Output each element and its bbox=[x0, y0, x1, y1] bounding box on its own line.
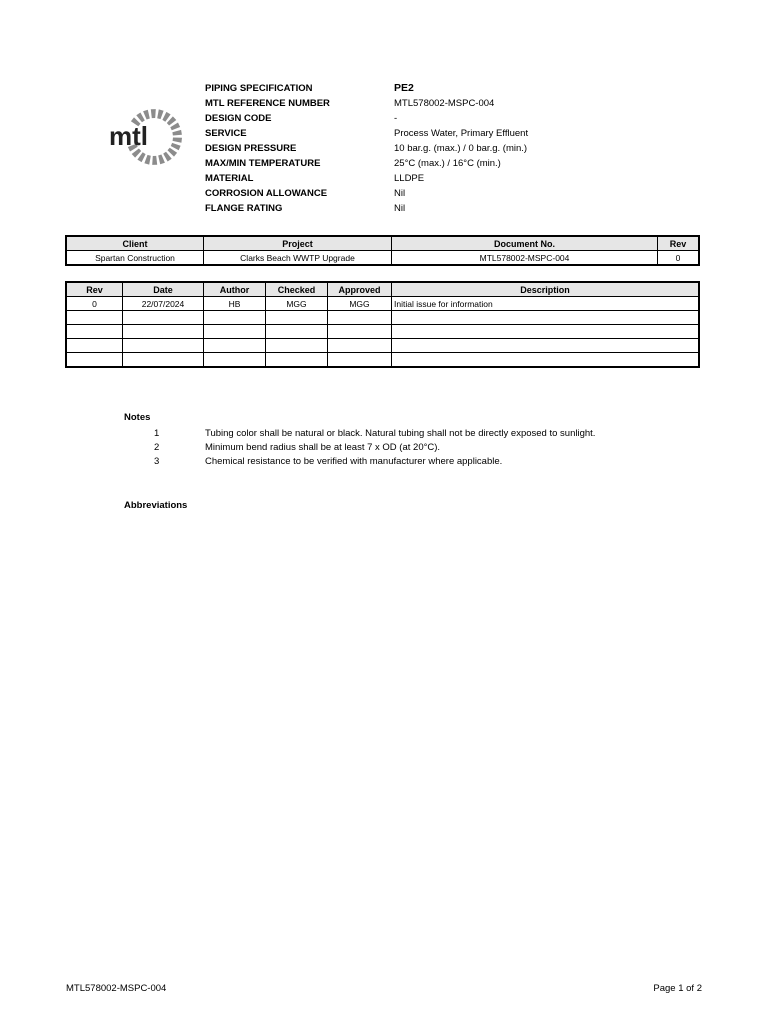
table-cell bbox=[392, 325, 699, 339]
table-row bbox=[67, 251, 699, 265]
table-cell bbox=[123, 311, 204, 325]
spec-label: MTL REFERENCE NUMBER bbox=[205, 98, 330, 109]
logo-ring-segment bbox=[171, 143, 181, 150]
spec-value: Process Water, Primary Effluent bbox=[394, 128, 529, 139]
column-header: Author bbox=[204, 283, 266, 297]
table-cell bbox=[392, 311, 699, 325]
column-header: Checked bbox=[266, 283, 328, 297]
table-cell: Clarks Beach WWTP Upgrade bbox=[204, 251, 392, 265]
revision-table bbox=[66, 282, 699, 367]
table-cell bbox=[392, 353, 699, 367]
logo-ring-segment bbox=[143, 110, 150, 120]
logo-ring-segment bbox=[151, 109, 156, 118]
table-cell bbox=[392, 339, 699, 353]
column-header: Description bbox=[392, 283, 699, 297]
abbreviations-heading: Abbreviations bbox=[124, 500, 188, 511]
spec-value: MTL578002-MSPC-004 bbox=[394, 98, 495, 109]
column-header: Document No. bbox=[392, 237, 658, 251]
spec-row-temperature bbox=[205, 156, 685, 171]
table-cell: 0 bbox=[658, 251, 699, 265]
table-cell bbox=[328, 311, 392, 325]
table-cell: MGG bbox=[266, 297, 328, 311]
table-cell bbox=[328, 353, 392, 367]
spec-value: Nil bbox=[394, 203, 406, 214]
table-cell bbox=[67, 311, 123, 325]
notes-heading: Notes bbox=[124, 412, 151, 423]
spec-row-design-code bbox=[205, 111, 685, 126]
logo-ring-segment bbox=[173, 138, 182, 143]
table-cell: HB bbox=[204, 297, 266, 311]
table-row bbox=[67, 353, 699, 367]
table-cell: MTL578002-MSPC-004 bbox=[392, 251, 658, 265]
spec-row-flange bbox=[205, 201, 685, 216]
table-cell bbox=[67, 353, 123, 367]
spec-label: MAX/MIN TEMPERATURE bbox=[205, 158, 321, 169]
spec-label: DESIGN PRESSURE bbox=[205, 143, 297, 154]
spec-label: SERVICE bbox=[205, 128, 247, 139]
note-number: 1 bbox=[154, 428, 160, 439]
table-cell bbox=[328, 339, 392, 353]
column-header: Rev bbox=[658, 237, 699, 251]
table-header-row bbox=[67, 237, 699, 251]
spec-label: DESIGN CODE bbox=[205, 113, 272, 124]
note-number: 3 bbox=[154, 456, 160, 467]
column-header: Client bbox=[67, 237, 204, 251]
logo-ring-segment bbox=[144, 155, 150, 165]
table-cell: 22/07/2024 bbox=[123, 297, 204, 311]
table-row bbox=[67, 297, 699, 311]
table-cell: 0 bbox=[67, 297, 123, 311]
spec-value: PE2 bbox=[394, 82, 414, 94]
spec-row-material bbox=[205, 171, 685, 186]
table-cell bbox=[328, 325, 392, 339]
logo-ring-segment bbox=[170, 123, 180, 131]
note-text: Tubing color shall be natural or black. Natural tubing shall not be directly exposed to sunlight. bbox=[205, 428, 596, 439]
table-cell bbox=[123, 353, 204, 367]
column-header: Approved bbox=[328, 283, 392, 297]
spec-label: MATERIAL bbox=[205, 173, 254, 184]
note-text: Chemical resistance to be verified with manufacturer where applicable. bbox=[205, 456, 503, 467]
table-header-row bbox=[67, 283, 699, 297]
spec-value: Nil bbox=[394, 188, 406, 199]
column-header: Project bbox=[204, 237, 392, 251]
note-text: Minimum bend radius shall be at least 7 x OD (at 20°C). bbox=[205, 442, 441, 453]
spec-block bbox=[205, 81, 685, 216]
spec-row-service bbox=[205, 126, 685, 141]
spec-row-piping-spec bbox=[205, 81, 685, 96]
company-logo bbox=[104, 106, 184, 168]
table-cell bbox=[204, 353, 266, 367]
spec-label: CORROSION ALLOWANCE bbox=[205, 188, 328, 199]
table-cell bbox=[123, 339, 204, 353]
spec-row-reference bbox=[205, 96, 685, 111]
table-cell bbox=[266, 311, 328, 325]
logo-ring-segment bbox=[163, 152, 172, 162]
logo-ring-segment bbox=[157, 109, 163, 119]
column-header: Rev bbox=[67, 283, 123, 297]
table-cell: MGG bbox=[328, 297, 392, 311]
logo-ring-segment bbox=[168, 148, 178, 157]
table-cell bbox=[266, 353, 328, 367]
logo-text: mtl bbox=[109, 121, 148, 151]
table-cell bbox=[204, 339, 266, 353]
table-row bbox=[67, 325, 699, 339]
table-cell bbox=[67, 339, 123, 353]
table-row bbox=[67, 311, 699, 325]
logo-ring-segment bbox=[167, 116, 177, 125]
spec-value: LLDPE bbox=[394, 173, 425, 184]
spec-value: 10 bar.g. (max.) / 0 bar.g. (min.) bbox=[394, 143, 528, 154]
footer-document-number: MTL578002-MSPC-004 bbox=[66, 983, 167, 994]
logo-ring-segment bbox=[152, 156, 157, 165]
spec-label: FLANGE RATING bbox=[205, 203, 283, 214]
table-cell bbox=[204, 311, 266, 325]
column-header: Date bbox=[123, 283, 204, 297]
table-cell bbox=[67, 325, 123, 339]
footer-page-number: Page 1 of 2 bbox=[653, 983, 702, 994]
logo-ring-segment bbox=[158, 155, 165, 165]
table-cell bbox=[266, 325, 328, 339]
table-cell bbox=[204, 325, 266, 339]
table-cell: Spartan Construction bbox=[67, 251, 204, 265]
table-cell: Initial issue for information bbox=[392, 297, 699, 311]
document-info-table bbox=[66, 236, 699, 265]
spec-row-design-pressure bbox=[205, 141, 685, 156]
table-row bbox=[67, 339, 699, 353]
spec-label: PIPING SPECIFICATION bbox=[205, 83, 313, 94]
note-number: 2 bbox=[154, 442, 160, 453]
spec-value: 25°C (max.) / 16°C (min.) bbox=[394, 158, 501, 169]
spec-row-corrosion bbox=[205, 186, 685, 201]
spec-value: - bbox=[394, 113, 398, 124]
table-cell bbox=[266, 339, 328, 353]
logo-ring-segment bbox=[172, 130, 182, 136]
table-cell bbox=[123, 325, 204, 339]
